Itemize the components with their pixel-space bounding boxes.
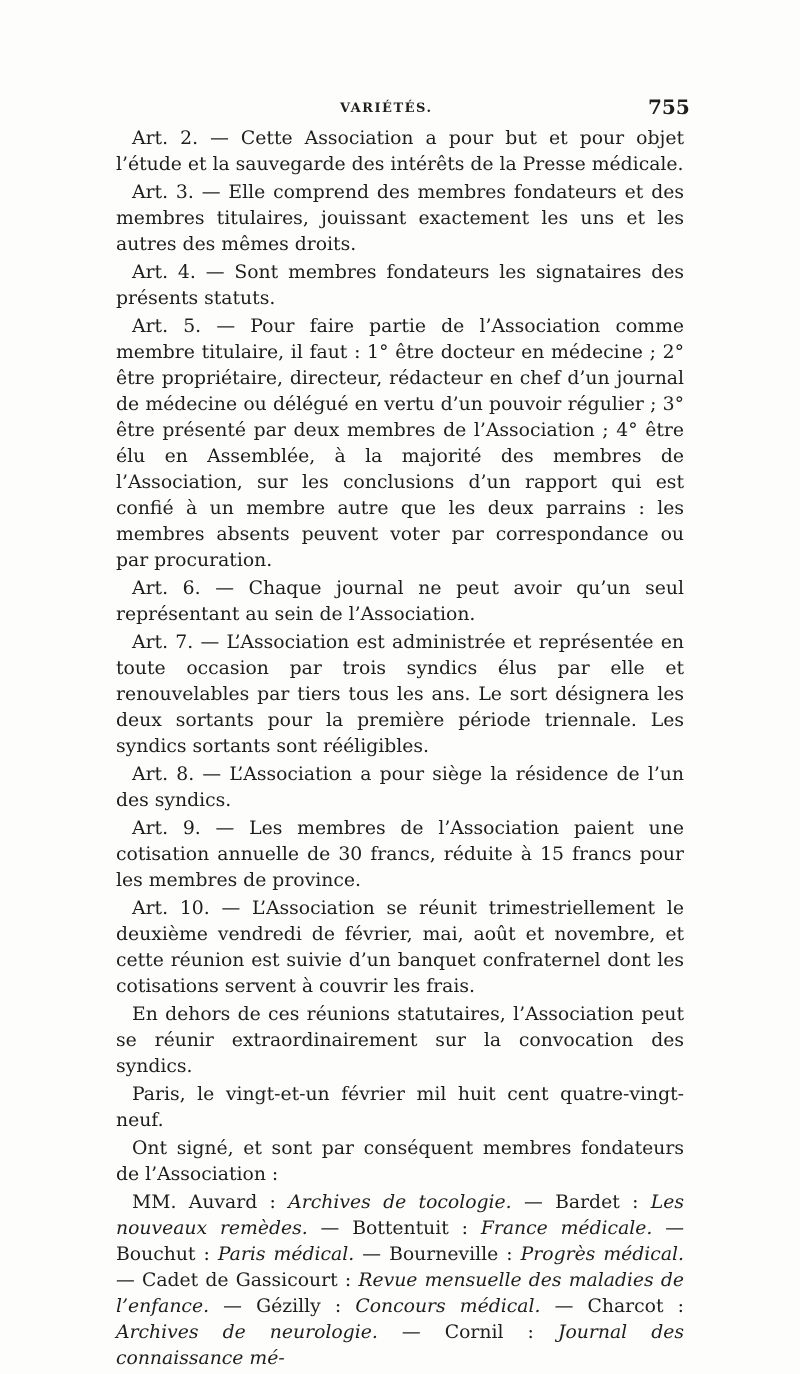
article-8: Art. 8. — L’Association a pour siège la résidence de l’un des syndics. — [116, 764, 684, 811]
signatory-journal: France médicale. — [480, 1218, 653, 1239]
signatory-entry: Bottentuit : France médicale. — [352, 1218, 653, 1239]
signatory-entry: Bardet : Les nouveaux remèdes. — [116, 1192, 684, 1239]
article-7: Art. 7. — L’Association est administrée et représentée en toute occasion par trois syndics élus par elle et renouvelables par tiers tous les ans. Le sort désignera les deux sortants pour la première période triennale. Les syndics sortants sont rééligibles. — [116, 632, 684, 757]
signatory-journal: Les nouveaux remèdes. — [116, 1192, 684, 1239]
signatory-name: Gézilly — [256, 1296, 321, 1317]
signatory-entry: Charcot : Archives de neurologie. — [116, 1296, 684, 1343]
signatory-name: Bardet — [555, 1192, 620, 1213]
signatory-name: Auvard — [188, 1192, 258, 1213]
signatories-list: MM. Auvard : Archives de tocologie. — Bardet : Les nouveaux remèdes. — Bottentuit : France médicale. — Bouchut : Paris médical. — Bourneville : Progrès médical. — Cadet de Gassicourt : Revue mensuelle des maladies de l’enfance. — Gézilly : Concours médical. — Charcot : Archives de neurologie. — Cornil : Journal des connaissance mé- — [116, 1192, 685, 1369]
extraordinary-meetings-paragraph: En dehors de ces réunions statutaires, l’Association peut se réunir extraordinairement sur la convocation des syndics. — [116, 1004, 684, 1077]
signatory-entry: Gézilly : Concours médical. — [256, 1296, 541, 1317]
article-5: Art. 5. — Pour faire partie de l’Association comme membre titulaire, il faut : 1° être docteur en médecine ; 2° être propriétaire, directeur, rédacteur en chef d’un journal de médecine ou délégué en vertu d’un pouvoir régulier ; 3° être présenté par deux membres de l’Association ; 4° être élu en Assemblée, à la majorité des membres de l’Association, sur les conclusions d’un rapport qui est confié à un membre autre que les deux parrains : les membres absents peuvent voter par correspondance ou par procuration. — [116, 316, 684, 571]
signatory-name: Bottentuit — [352, 1218, 449, 1239]
signatory-name: Cadet de Gassicourt — [141, 1270, 338, 1291]
signatory-journal: Journal des connaissance mé- — [116, 1322, 684, 1369]
signatory-journal: Progrès médical. — [520, 1244, 685, 1265]
page-number: 755 — [648, 95, 690, 119]
signatory-journal: Archives de neurologie. — [116, 1322, 378, 1343]
article-4: Art. 4. — Sont membres fondateurs les signataires des présents statuts. — [116, 262, 684, 309]
signatories-prefix: MM. — [132, 1192, 177, 1213]
signatory-entry: Cornil : Journal des connaissance mé- — [116, 1322, 684, 1369]
signatory-name: Cornil — [444, 1322, 504, 1343]
signatory-entry: Bourneville : Progrès médical. — [389, 1244, 685, 1265]
running-head — [0, 95, 800, 125]
signatories-intro: Ont signé, et sont par conséquent membres fondateurs de l’Association : — [116, 1138, 684, 1185]
signatory-journal: Archives de tocologie. — [288, 1192, 512, 1213]
article-2: Art. 2. — Cette Association a pour but et pour objet l’étude et la sauvegarde des intérêts de la Presse médicale. — [116, 128, 684, 175]
signatory-name: Bourneville — [389, 1244, 499, 1265]
body-text — [116, 126, 684, 1374]
article-9: Art. 9. — Les membres de l’Association paient une cotisation annuelle de 30 francs, réduite à 15 francs pour les membres de province. — [116, 818, 684, 891]
signatory-entry: Cadet de Gassicourt : Revue mensuelle des maladies de l’enfance. — [116, 1270, 684, 1317]
article-3: Art. 3. — Elle comprend des membres fondateurs et des membres titulaires, jouissant exactement les uns et les autres des mêmes droits. — [116, 182, 684, 255]
article-6: Art. 6. — Chaque journal ne peut avoir qu’un seul représentant au sein de l’Association. — [116, 578, 684, 625]
signatory-entry: Auvard : Archives de tocologie. — [188, 1192, 512, 1213]
signatory-journal: Concours médical. — [355, 1296, 541, 1317]
running-title: VARIÉTÉS. — [340, 101, 433, 116]
signatory-name: Bouchut — [116, 1244, 196, 1265]
dateline: Paris, le vingt-et-un février mil huit cent quatre-vingt-neuf. — [116, 1084, 684, 1131]
signatory-name: Charcot — [587, 1296, 664, 1317]
signatory-journal: Paris médical. — [217, 1244, 355, 1265]
signatory-entry: Bouchut : Paris médical. — [116, 1244, 355, 1265]
article-10: Art. 10. — L’Association se réunit trimestriellement le deuxième vendredi de février, mai, août et novembre, et cette réunion est suivie d’un banquet confraternel dont les cotisations servent à couvrir les frais. — [116, 898, 684, 997]
signatory-journal: Revue mensuelle des maladies de l’enfance. — [116, 1270, 684, 1317]
